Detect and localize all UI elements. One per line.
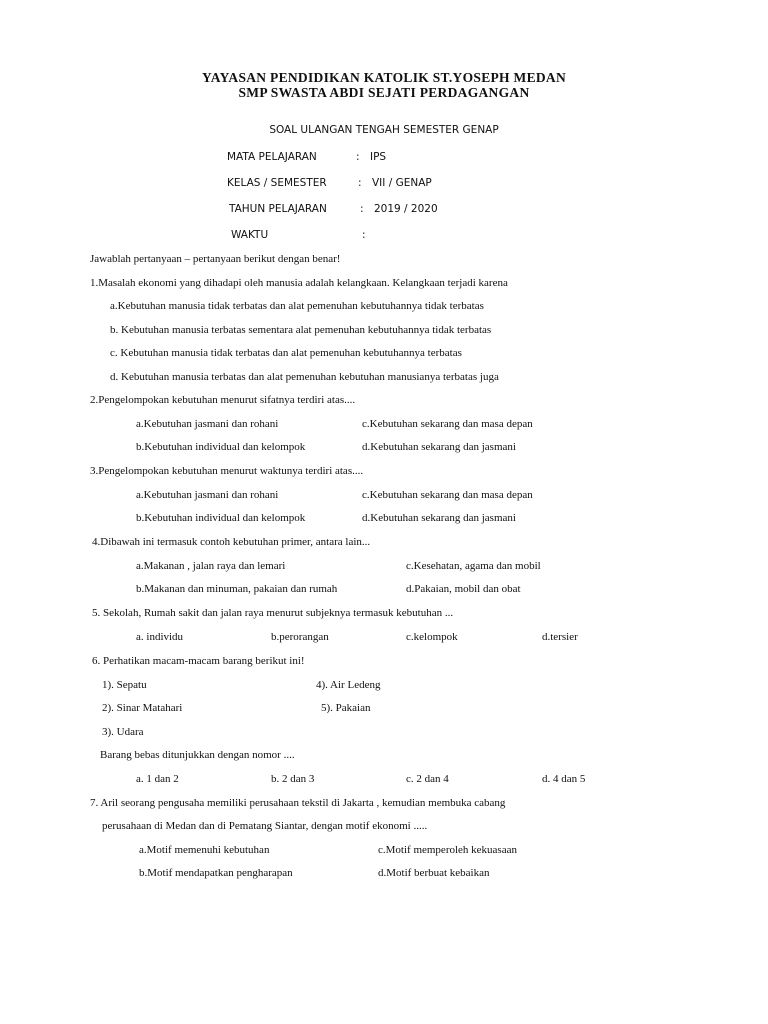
q7-text-line2: perusahaan di Medan dan di Pematang Siantar, dengan motif ekonomi ..... — [102, 820, 428, 832]
subject-label: MATA PELAJARAN — [227, 151, 317, 163]
q7-option-b: b.Motif mendapatkan pengharapan — [139, 867, 293, 879]
q6-option-a: a. 1 dan 2 — [136, 773, 179, 785]
q3-option-a: a.Kebutuhan jasmani dan rohani — [136, 489, 279, 501]
school-name: SMP SWASTA ABDI SEJATI PERDAGANGAN — [238, 85, 530, 100]
q7-option-c: c.Motif memperoleh kekuasaan — [378, 844, 517, 856]
q6-item-4: 4). Air Ledeng — [316, 679, 381, 691]
q5-option-c: c.kelompok — [406, 631, 458, 643]
q6-option-d: d. 4 dan 5 — [542, 773, 586, 785]
q4-option-a: a.Makanan , jalan raya dan lemari — [136, 560, 286, 572]
q4-option-d: d.Pakaian, mobil dan obat — [406, 583, 521, 595]
q1-option-a: a.Kebutuhan manusia tidak terbatas dan alat pemenuhan kebutuhannya tidak terbatas — [110, 300, 484, 312]
q6-prompt: Barang bebas ditunjukkan dengan nomor .... — [100, 749, 295, 761]
q6-option-c: c. 2 dan 4 — [406, 773, 449, 785]
q2-text: 2.Pengelompokan kebutuhan menurut sifatnya terdiri atas.... — [90, 394, 356, 406]
q1-option-d: d. Kebutuhan manusia terbatas dan alat pemenuhan kebutuhan manusianya terbatas juga — [110, 371, 499, 383]
q6-text: 6. Perhatikan macam-macam barang berikut ini! — [92, 655, 305, 667]
subject-separator: : — [356, 151, 360, 163]
class-label: KELAS / SEMESTER — [227, 177, 327, 189]
q1-option-b: b. Kebutuhan manusia terbatas sementara alat pemenuhan kebutuhannya tidak terbatas — [110, 324, 492, 336]
q1-text: 1.Masalah ekonomi yang dihadapi oleh manusia adalah kelangkaan. Kelangkaan terjadi karena — [90, 277, 508, 289]
q5-option-a: a. individu — [136, 631, 184, 643]
year-label: TAHUN PELAJARAN — [229, 203, 327, 215]
q1-option-c: c. Kebutuhan manusia tidak terbatas dan alat pemenuhan kebutuhannya terbatas — [110, 347, 462, 359]
q5-text: 5. Sekolah, Rumah sakit dan jalan raya menurut subjeknya termasuk kebutuhan ... — [92, 607, 454, 619]
class-separator: : — [358, 177, 362, 189]
q7-text-line1: 7. Aril seorang pengusaha memiliki perusahaan tekstil di Jakarta , kemudian membuka cabang — [90, 797, 506, 809]
time-separator: : — [362, 229, 366, 241]
q3-option-c: c.Kebutuhan sekarang dan masa depan — [362, 489, 533, 501]
q4-text: 4.Dibawah ini termasuk contoh kebutuhan primer, antara lain... — [92, 536, 371, 548]
instruction: Jawablah pertanyaan – pertanyaan berikut dengan benar! — [90, 253, 341, 265]
q4-option-c: c.Kesehatan, agama dan mobil — [406, 560, 541, 572]
q7-option-a: a.Motif memenuhi kebutuhan — [139, 844, 270, 856]
foundation-name: YAYASAN PENDIDIKAN KATOLIK ST.YOSEPH MEDAN — [201, 70, 567, 85]
year-value: 2019 / 2020 — [374, 203, 438, 215]
q6-item-1: 1). Sepatu — [102, 679, 147, 691]
subject-value: IPS — [370, 151, 387, 163]
q5-option-d: d.tersier — [542, 631, 578, 643]
q2-option-d: d.Kebutuhan sekarang dan jasmani — [362, 441, 516, 453]
q3-option-b: b.Kebutuhan individual dan kelompok — [136, 512, 306, 524]
year-separator: : — [360, 203, 364, 215]
q2-option-c: c.Kebutuhan sekarang dan masa depan — [362, 418, 533, 430]
q6-option-b: b. 2 dan 3 — [271, 773, 315, 785]
q4-option-b: b.Makanan dan minuman, pakaian dan rumah — [136, 583, 338, 595]
q3-text: 3.Pengelompokan kebutuhan menurut waktunya terdiri atas.... — [90, 465, 364, 477]
q5-option-b: b.perorangan — [271, 631, 329, 643]
q6-item-2: 2). Sinar Matahari — [102, 702, 183, 714]
q2-option-a: a.Kebutuhan jasmani dan rohani — [136, 418, 279, 430]
q2-option-b: b.Kebutuhan individual dan kelompok — [136, 441, 306, 453]
q3-option-d: d.Kebutuhan sekarang dan jasmani — [362, 512, 516, 524]
exam-title: SOAL ULANGAN TENGAH SEMESTER GENAP — [269, 124, 499, 136]
q7-option-d: d.Motif berbuat kebaikan — [378, 867, 490, 879]
q6-item-3: 3). Udara — [102, 726, 144, 738]
q6-item-5: 5). Pakaian — [321, 702, 371, 714]
class-value: VII / GENAP — [372, 177, 432, 189]
time-label: WAKTU — [231, 229, 269, 241]
